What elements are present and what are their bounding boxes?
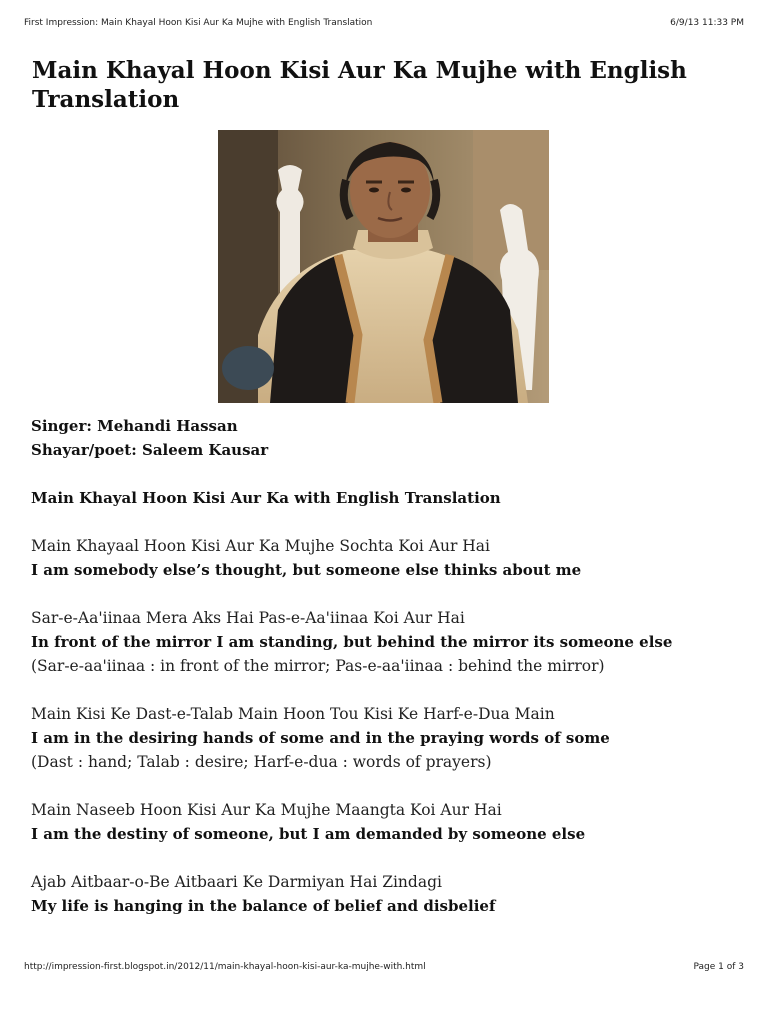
verse-note: (Dast : hand; Talab : desire; Harf-e-dua : words of prayers) [31,753,492,771]
verse-urdu: Sar-e-Aa'iinaa Mera Aks Hai Pas-e-Aa'iinaa Koi Aur Hai [31,609,465,627]
verse-english: I am the destiny of someone, but I am demanded by someone else [31,825,586,843]
singer-photo [218,130,549,403]
article-title: Main Khayal Hoon Kisi Aur Ka Mujhe with English Translation [32,57,687,113]
verse-english: I am somebody else’s thought, but someone else thinks about me [31,561,582,579]
header-page-title: First Impression: Main Khayal Hoon Kisi Aur Ka Mujhe with English Translation [24,18,373,28]
footer-url: http://impression-first.blogspot.in/2012/11/main-khayal-hoon-kisi-aur-ka-mujhe-with.html [24,962,426,972]
verse-urdu: Ajab Aitbaar-o-Be Aitbaari Ke Darmiyan Hai Zindagi [31,873,442,891]
footer-page-number: Page 1 of 3 [693,962,744,972]
verse-english: In front of the mirror I am standing, but behind the mirror its someone else [31,633,673,651]
print-footer [24,962,744,976]
verse-urdu: Main Khayaal Hoon Kisi Aur Ka Mujhe Sochta Koi Aur Hai [31,537,490,555]
verse-urdu: Main Kisi Ke Dast-e-Talab Main Hoon Tou Kisi Ke Harf-e-Dua Main [31,705,555,723]
section-subtitle: Main Khayal Hoon Kisi Aur Ka with English Translation [31,489,501,507]
singer-photo-illustration [218,130,549,403]
header-timestamp: 6/9/13 11:33 PM [670,18,744,28]
article-body [31,414,731,918]
verse-english: I am in the desiring hands of some and in the praying words of some [31,729,610,747]
print-header [24,18,744,32]
verse-note: (Sar-e-aa'iinaa : in front of the mirror; Pas-e-aa'iinaa : behind the mirror) [31,657,605,675]
poet-credit: Shayar/poet: Saleem Kausar [31,441,269,459]
verse-english: My life is hanging in the balance of belief and disbelief [31,897,496,915]
singer-credit: Singer: Mehandi Hassan [31,417,238,435]
verse-urdu: Main Naseeb Hoon Kisi Aur Ka Mujhe Maangta Koi Aur Hai [31,801,502,819]
